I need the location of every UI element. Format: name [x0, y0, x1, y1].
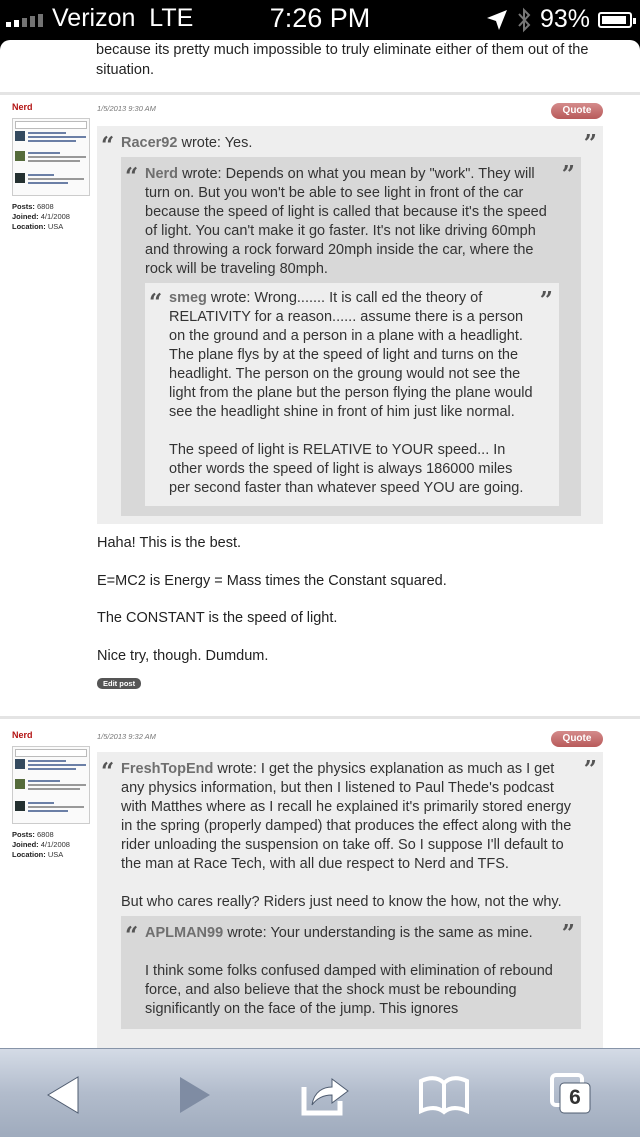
post-sidebar — [12, 730, 92, 860]
quote-text: wrote: Your understanding is the same as mine. — [227, 925, 533, 941]
quote-author[interactable]: Racer92 — [121, 135, 178, 151]
avatar-search-bar — [15, 121, 87, 129]
bookmarks-icon — [418, 1071, 470, 1119]
bluetooth-icon — [516, 7, 532, 33]
nested-quote-block — [145, 283, 559, 506]
quote-author[interactable]: smeg — [169, 290, 207, 306]
close-quote-icon: ” — [561, 920, 575, 947]
quote-button[interactable]: Quote — [551, 103, 603, 119]
open-quote-icon: “ — [101, 132, 115, 159]
bookmarks-button[interactable] — [418, 1071, 470, 1119]
open-quote-icon: “ — [149, 289, 163, 316]
avatar-search-bar — [15, 749, 87, 757]
quote-author[interactable]: Nerd — [145, 166, 179, 182]
join-date: 4/1/2008 — [40, 212, 70, 221]
post-count: 6808 — [37, 202, 54, 211]
previous-post-text: because its pretty much impossible to truly eliminate either of them out of the situation. — [96, 42, 589, 78]
open-quote-icon: “ — [101, 758, 115, 785]
quote-text: But who cares really? Riders just need to know the how, not the why. — [121, 894, 562, 910]
network-type: LTE — [149, 4, 194, 32]
quote-block — [97, 752, 603, 1048]
carrier-name: Verizon — [52, 4, 136, 32]
browser-toolbar — [0, 1048, 640, 1137]
status-right — [486, 5, 632, 34]
close-quote-icon: ” — [539, 287, 553, 314]
post-separator — [0, 92, 640, 95]
location: USA — [47, 850, 64, 859]
quote-button[interactable]: Quote — [551, 731, 603, 747]
nested-quote-block — [121, 157, 581, 516]
back-icon — [44, 1071, 88, 1119]
forum-page[interactable] — [0, 40, 640, 1048]
back-button[interactable] — [44, 1071, 88, 1119]
battery-percentage: 93% — [539, 5, 590, 33]
edit-post-button[interactable]: Edit post — [97, 678, 141, 689]
post-count: 6808 — [37, 830, 54, 839]
nested-quote-block — [121, 916, 581, 1029]
author-stats: Posts: 6808 Joined: 4/1/2008 Location: USA — [12, 830, 70, 859]
post-paragraph: Haha! This is the best. — [97, 535, 242, 551]
quote-author[interactable]: FreshTopEnd — [121, 761, 214, 777]
tabs-count: 6 — [569, 1086, 581, 1109]
post-paragraph: E=MC2 is Energy = Mass times the Constant squared. — [97, 573, 447, 589]
clock: 7:26 PM — [269, 3, 371, 33]
post-separator — [0, 716, 640, 719]
post-content — [97, 752, 603, 1048]
status-bar — [0, 0, 640, 40]
quote-text: I think some folks confused damped with elimination of rebound force, and also believe that the shock must be rebounding significantly on the face of the jump. This ignores — [145, 963, 553, 1017]
share-button[interactable] — [298, 1071, 352, 1119]
author-stats: Posts: 6808 Joined: 4/1/2008 Location: USA — [12, 202, 70, 231]
avatar[interactable] — [12, 118, 90, 196]
quote-block — [97, 126, 603, 524]
join-date: 4/1/2008 — [40, 840, 70, 849]
location-arrow-icon — [486, 9, 508, 31]
post-paragraph: The CONSTANT is the speed of light. — [97, 610, 338, 626]
tabs-button[interactable] — [548, 1071, 596, 1119]
close-quote-icon: ” — [583, 130, 597, 157]
quote-text: The speed of light is RELATIVE to YOUR speed... In other words the speed of light is always 186000 miles per second faster than whatever speed YOU are going. — [169, 442, 524, 496]
post-sidebar — [12, 102, 92, 232]
open-quote-icon: “ — [125, 163, 139, 190]
post-content — [97, 126, 603, 691]
avatar[interactable] — [12, 746, 90, 824]
close-quote-icon: ” — [583, 756, 597, 783]
post-author[interactable]: Nerd — [12, 102, 33, 112]
open-quote-icon: “ — [125, 922, 139, 949]
close-quote-icon: ” — [561, 161, 575, 188]
quote-text: wrote: Wrong....... It is call ed the theory of RELATIVITY for a reason...... assume there is a person on the ground and a person in a plane with a headlight. The plane flys by at the speed of light and turns on the headlight. The person on the groung would not see the light from the plane but the person flying the plane would see the headlight shine in front of him just like normal. — [169, 290, 533, 420]
post-paragraph: Nice try, though. Dumdum. — [97, 648, 269, 664]
location: USA — [47, 222, 64, 231]
post-date: 1/5/2013 9:32 AM — [97, 732, 156, 741]
quote-text: wrote: Depends on what you mean by "work". They will turn on. But you won't be able to see light in front of the car because the speed of light is called that because it's the speed of light. You can't make it go faster. It's not like driving 60mph and throwing a rock forward 20mph inside the car, where the rock will be traveling 80mph. — [145, 166, 547, 277]
quote-text: wrote: I get the physics explanation as much as I get any physics information, but then I listened to Paul Thede's podcast with Matthes where as I recall he explained it's primarily stored energy in the spring (properly damped) that produces the effect along with the rider unloading the suspension on take off. So I suppose I'll default to the man at Race Tech, with all due respect to Nerd and TFS. — [121, 761, 572, 872]
battery-icon — [598, 12, 632, 28]
share-icon — [298, 1071, 352, 1119]
quote-text: wrote: Yes. — [181, 135, 253, 151]
quote-author[interactable]: APLMAN99 — [145, 925, 224, 941]
post-date: 1/5/2013 9:30 AM — [97, 104, 156, 113]
post-author[interactable]: Nerd — [12, 730, 33, 740]
forward-button[interactable] — [172, 1071, 216, 1119]
forward-icon — [172, 1071, 216, 1119]
